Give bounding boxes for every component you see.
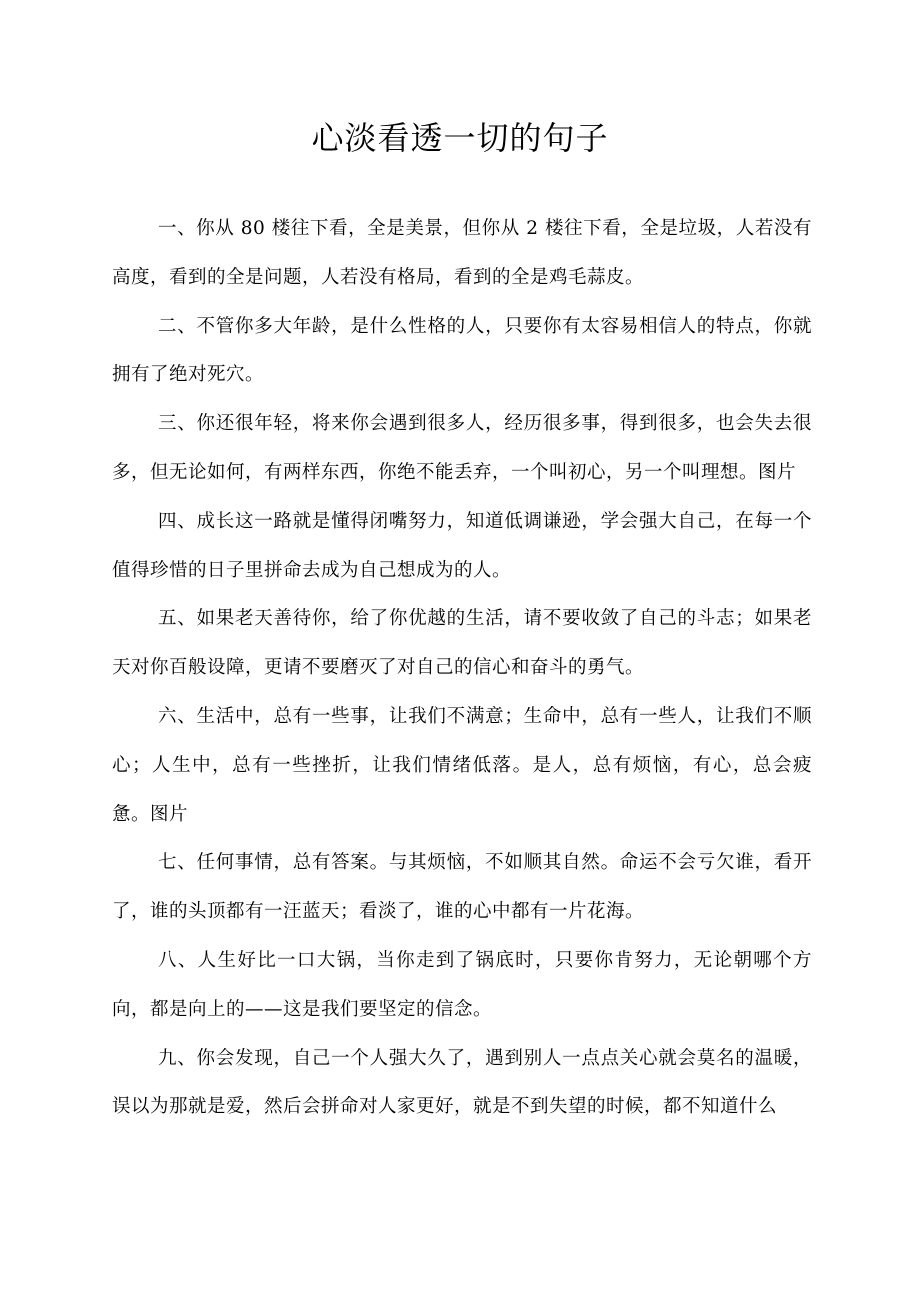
paragraph-8: 八、人生好比一口大锅，当你走到了锅底时，只要你肯努力，无论朝哪个方向，都是向上的——这是我们要坚定的信念。 — [112, 949, 812, 1020]
paragraph-1: 一、你从 80 楼往下看，全是美景，但你从 2 楼往下看，全是垃圾，人若没有高度，看到的全是问题，人若没有格局，看到的全是鸡毛蒜皮。 — [112, 218, 812, 288]
paragraph-2: 二、不管你多大年龄，是什么性格的人，只要你有太容易相信人的特点，你就拥有了绝对死穴。 — [112, 315, 812, 386]
paragraph-6: 六、生活中，总有一些事，让我们不满意；生命中，总有一些人，让我们不顺心；人生中，总有一些挫折，让我们情绪低落。是人，总有烦恼，有心，总会疲惫。图片 — [112, 705, 812, 825]
paragraph-5: 五、如果老天善待你，给了你优越的生活，请不要收敛了自己的斗志；如果老天对你百般设障，更请不要磨灭了对自己的信心和奋斗的勇气。 — [112, 608, 812, 679]
paragraph-7: 七、任何事情，总有答案。与其烦恼，不如顺其自然。命运不会亏欠谁，看开了，谁的头顶都有一汪蓝天；看淡了，谁的心中都有一片花海。 — [112, 852, 812, 923]
document-body — [112, 205, 812, 1132]
paragraph-3: 三、你还很年轻，将来你会遇到很多人，经历很多事，得到很多，也会失去很多，但无论如何，有两样东西，你绝不能丢弃，一个叫初心，另一个叫理想。图片 — [112, 413, 812, 483]
paragraph-4: 四、成长这一路就是懂得闭嘴努力，知道低调谦逊，学会强大自己，在每一个值得珍惜的日子里拼命去成为自己想成为的人。 — [112, 510, 812, 581]
document-title: 心淡看透一切的句子 — [311, 119, 609, 157]
paragraph-9: 九、你会发现，自己一个人强大久了，遇到别人一点点关心就会莫名的温暖，误以为那就是爱，然后会拼命对人家更好，就是不到失望的时候，都不知道什么 — [112, 1047, 812, 1118]
